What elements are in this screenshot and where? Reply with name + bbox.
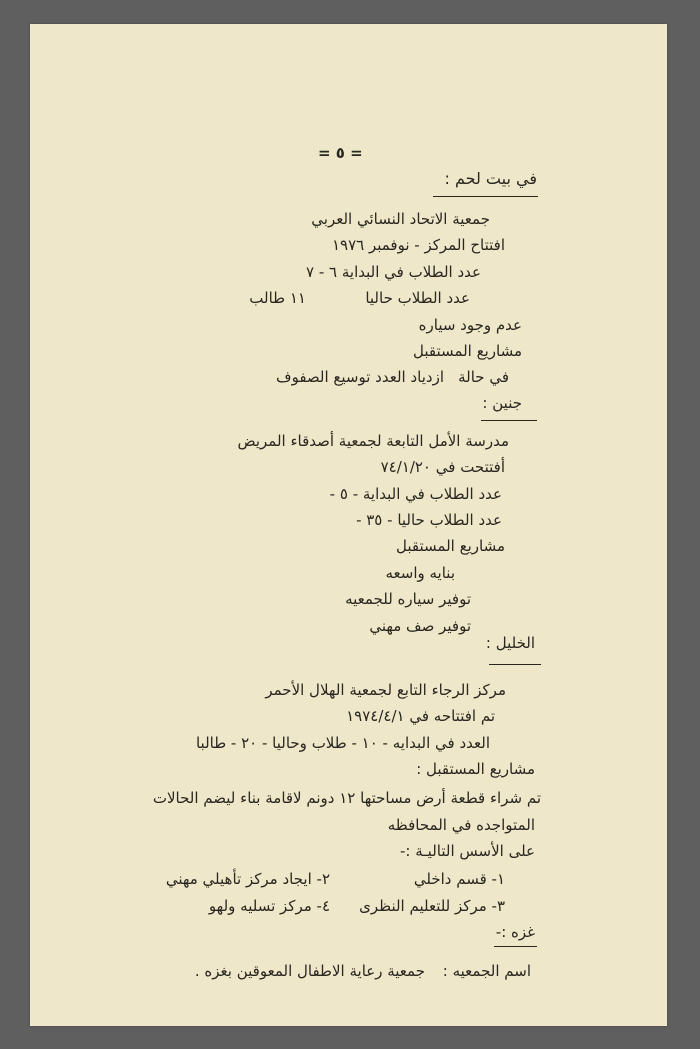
jenin-future-item-2: توفير سياره للجمعيه <box>345 590 471 608</box>
bethlehem-future-case: في حالة <box>458 368 509 386</box>
hebron-item-3: ٣- مركز للتعليم النظرى <box>359 897 505 915</box>
bethlehem-students-start: عدد الطلاب في البداية ٦ - ٧ <box>306 263 481 281</box>
gaza-assoc-value: جمعية رعاية الاطفال المعوقين بغزه . <box>194 962 425 980</box>
bethlehem-students-now-label: عدد الطلاب حاليا <box>365 289 470 307</box>
hebron-basis-title: على الأسس التاليـة :- <box>400 842 535 860</box>
jenin-students-start: عدد الطلاب في البداية - ٥ - <box>329 485 502 503</box>
hebron-plan-line-2: المتواجده في المحافظه <box>387 816 535 834</box>
jenin-future-item-3: توفير صف مهني <box>369 617 471 635</box>
hebron-item-2: ٢- ايجاد مركز تأهيلي مهني <box>165 870 330 888</box>
gaza-heading: غزه :- <box>495 923 535 941</box>
bethlehem-students-now-value: ١١ طالب <box>249 289 306 307</box>
document-page <box>30 24 667 1026</box>
jenin-org: مدرسة الأمل التابعة لجمعية أصدقاء المريض <box>237 432 509 450</box>
hebron-heading-underline <box>489 664 541 665</box>
bethlehem-opening: افتتاح المركز - نوفمبر ١٩٧٦ <box>331 236 505 254</box>
bethlehem-org: جمعية الاتحاد النسائي العربي <box>311 210 490 228</box>
bethlehem-heading-underline <box>433 196 538 197</box>
jenin-future-title: مشاريع المستقبل <box>396 537 505 555</box>
hebron-heading: الخليل : <box>485 634 535 652</box>
gaza-heading-underline <box>494 946 537 947</box>
jenin-students-now: عدد الطلاب حاليا - ٣٥ - <box>356 511 502 529</box>
hebron-item-4: ٤- مركز تسليه ولهو <box>208 897 330 915</box>
hebron-future-title: مشاريع المستقبل : <box>416 760 535 778</box>
page-number: = ٥ = <box>318 144 363 162</box>
jenin-heading-underline <box>481 420 537 421</box>
jenin-future-item-1: بنايه واسعه <box>385 564 455 582</box>
bethlehem-future-text: ازدياد العدد توسيع الصفوف <box>276 368 444 386</box>
hebron-numbers: العدد في البدايه - ١٠ - طلاب وحاليا - ٢٠ - طالبا <box>195 734 490 752</box>
hebron-plan-line-1: تم شراء قطعة أرض مساحتها ١٢ دونم لاقامة بناء ليضم الحالات <box>152 789 541 807</box>
bethlehem-no-car: عدم وجود سياره <box>418 316 522 334</box>
hebron-org: مركز الرجاء التابع لجمعية الهلال الأحمر <box>265 681 506 699</box>
jenin-heading: جنين : <box>482 394 522 412</box>
jenin-opened: أفتتحت في ٧٤/١/٢٠ <box>380 458 505 476</box>
bethlehem-heading: في بيت لحم : <box>444 169 537 188</box>
hebron-opened: تم افتتاحه في ١٩٧٤/٤/١ <box>346 707 495 725</box>
bethlehem-future-title: مشاريع المستقبل <box>413 342 522 360</box>
gaza-assoc-label: اسم الجمعيه : <box>442 962 531 980</box>
hebron-item-1: ١- قسم داخلي <box>413 870 505 888</box>
